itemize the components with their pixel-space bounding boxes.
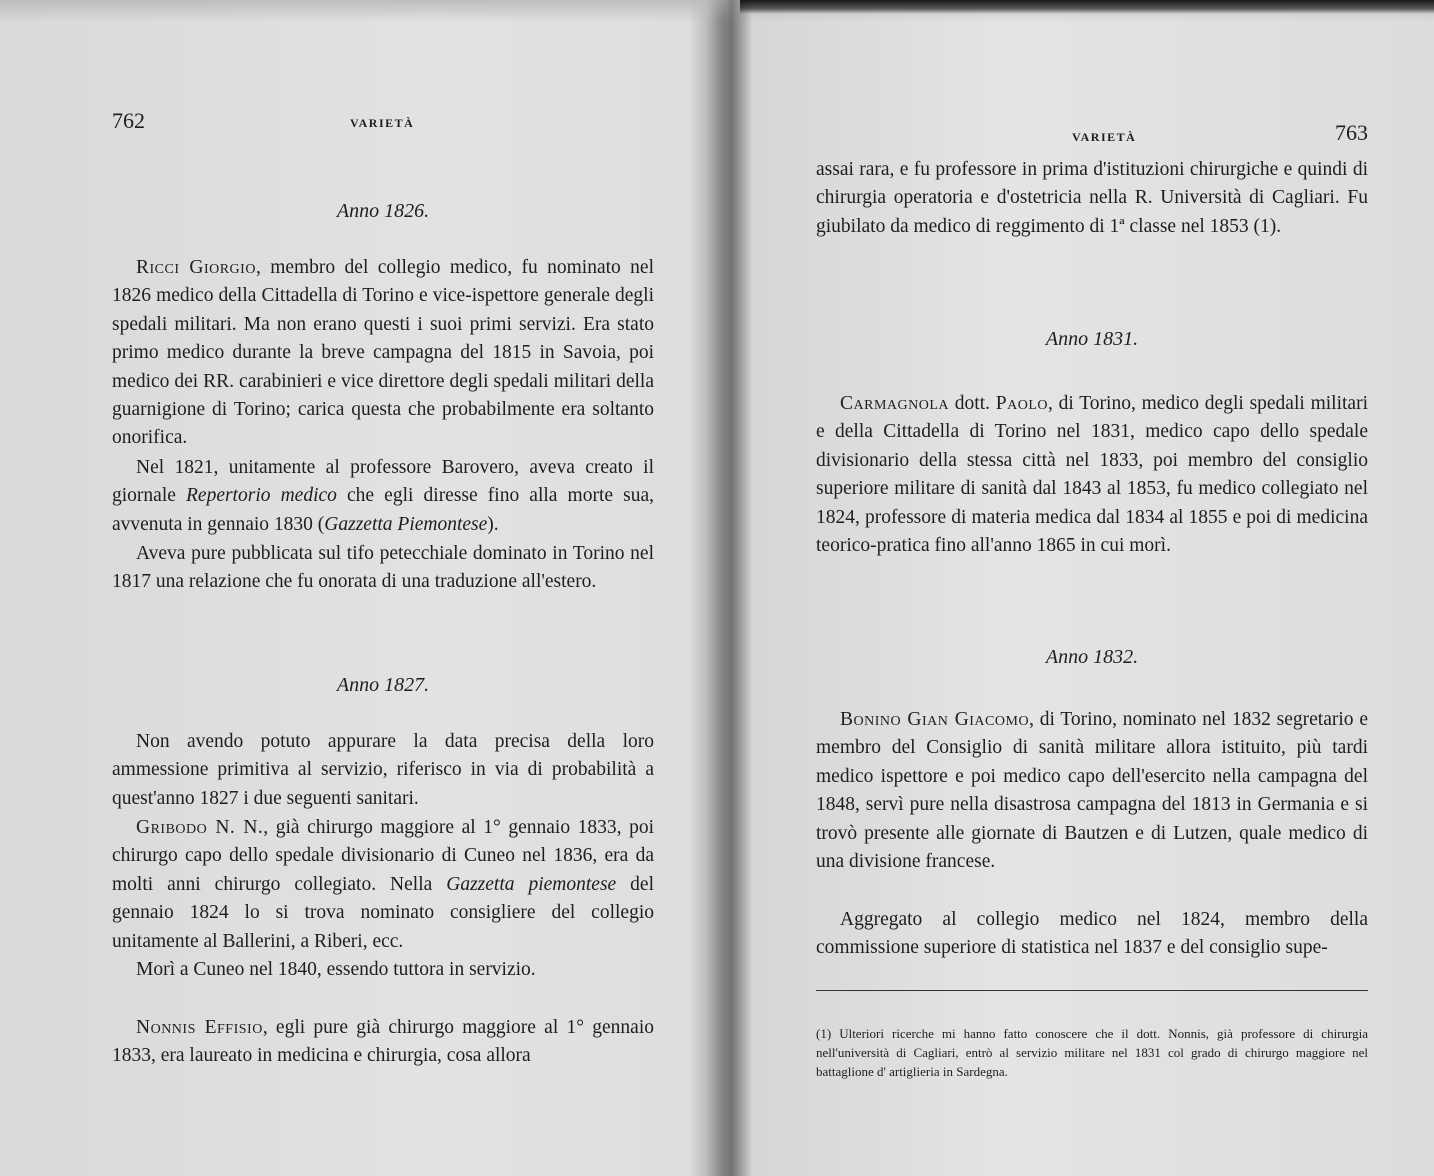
heading-anno-1832: Anno 1832. (1045, 646, 1139, 668)
text-bonino: , di Torino, nominato nel 1832 segretario e membro del Consiglio di sanità militare allora istituito, più tardi medico ispettore e poi medico capo dell'esercito nella campagna del 1848, servì pure nella disastrosa campagna del 1813 in Germania e si trovò presente alle giornate di Bautzen e di Lutzen, quale medico di una divisione francese. (816, 709, 1369, 873)
top-edge-dark-band (740, 0, 1434, 14)
left-running-head (112, 108, 654, 138)
left-page (112, 108, 655, 1067)
paragraph-tifo (112, 540, 654, 597)
title-dott: dott. (949, 393, 996, 414)
name-bonino: Bonino Gian Giacomo (840, 709, 1030, 730)
heading-anno-1826: Anno 1826. (336, 200, 430, 222)
book-gutter (706, 0, 752, 1176)
paragraph-mori (112, 956, 654, 984)
text-nonnis: , egli pure già chirurgo maggiore al 1° gennaio 1833, era laureato in medicina e chirurgia, cosa allora (112, 1017, 654, 1067)
left-running-title: VARIETÀ (350, 116, 415, 130)
right-page (816, 120, 1369, 1079)
paragraph-gribodo (112, 814, 654, 956)
right-page-number: 763 (1335, 120, 1368, 145)
text-repertorio-a: Nel 1821, unitamente al professore Barovero, aveva creato il giornale (112, 457, 654, 507)
text-gribodo-b: del gennaio 1824 lo si trova nominato consigliere del collegio unitamente al Ballerini, a Riberi, ecc. (112, 873, 654, 952)
heading-anno-1827: Anno 1827. (336, 674, 430, 696)
heading-anno-1831: Anno 1831. (1045, 328, 1139, 350)
name-nonnis: Nonnis Effisio (136, 1017, 263, 1038)
text-aggregato: Aggregato al collegio medico nel 1824, membro della commissione superiore di statistica nel 1837 e del consiglio supe- (816, 909, 1368, 959)
footnote (816, 1024, 1368, 1081)
paragraph-non-avendo (112, 728, 654, 813)
paragraph-bonino (816, 706, 1368, 876)
text-ricci: , membro del collegio medico, fu nominato nel 1826 medico della Cittadella di Torino e vice-ispettore generale degli spedali militari. Ma non erano questi i suoi primi servizi. Era stato primo medico durante la breve campagna del 1815 in Savoia, poi medico dei RR. carabinieri e vice direttore degli spedali militari della guarnigione di Torino; carica questa che probabilmente era soltanto onorifica. (112, 257, 654, 449)
left-page-number: 762 (112, 108, 145, 133)
name-paolo: Paolo (995, 393, 1049, 414)
text-repertorio-c: ). (487, 513, 499, 535)
footnote-rule (816, 990, 1368, 991)
text-tifo: Aveva pure pubblicata sul tifo petecchiale dominato in Torino nel 1817 una relazione che fu onorata di una traduzione all'estero. (112, 543, 654, 593)
name-gribodo: Gribodo N. N. (136, 817, 264, 838)
text-non-avendo: Non avendo potuto appurare la data precisa della loro ammessione primitiva al servizio, riferisco in via di probabilità a quest'anno 1827 i due seguenti sanitari. (112, 731, 654, 809)
footnote-text: (1) Ulteriori ricerche mi hanno fatto conoscere che il dott. Nonnis, già professore di chirurgia nell'università di Cagliari, entrò al servizio militare nel 1831 col grado di chirurgo maggiore nel battaglione d' artiglieria in Sardegna. (816, 1026, 1368, 1079)
right-running-title: VARIETÀ (1072, 130, 1137, 144)
text-repertorio-b: che egli diresse fino alla morte sua, avvenuta in gennaio 1830 ( (112, 485, 655, 535)
paragraph-continuation: assai rara, e fu professore in prima d'istituzioni chirurgiche e quindi di chirurgia operatoria e d'ostetricia nella R. Università di Cagliari. Fu giubilato da medico di reggimento di 1ª classe nel 1853 (1). (816, 159, 1368, 237)
title-repertorio-medico: Repertorio medico (186, 485, 337, 507)
paragraph-nonnis (112, 1014, 654, 1071)
name-carmagnola: Carmagnola (840, 393, 950, 414)
title-gazzetta-piemontese-2: Gazzetta piemontese (446, 873, 617, 895)
paragraph-ricci (112, 254, 654, 453)
paragraph-aggregato (816, 906, 1368, 963)
right-running-head (816, 120, 1368, 150)
name-ricci: Ricci Giorgio (136, 257, 256, 278)
title-gazzetta-piemontese: Gazzetta Piemontese (324, 513, 488, 535)
paragraph-repertorio (112, 454, 654, 539)
text-carmagnola: , di Torino, medico degli spedali militari e della Cittadella di Torino nel 1831, medico capo dello spedale divisionario della stessa città nel 1833, poi membro del consiglio superiore militare di sanità dal 1843 al 1853, fu medico collegiato nel 1824, professore di materia medica dal 1834 al 1855 e poi di medicina teorico-pratica fino all'anno 1865 in cui morì. (816, 393, 1368, 557)
text-mori: Morì a Cuneo nel 1840, essendo tuttora in servizio. (136, 959, 536, 980)
text-gribodo-a: , già chirurgo maggiore al 1° gennaio 1833, poi chirurgo capo dello spedale divisionario di Cuneo nel 1836, era da molti anni chirurgo collegiato. Nella (112, 817, 654, 895)
paragraph-carmagnola (816, 390, 1368, 560)
